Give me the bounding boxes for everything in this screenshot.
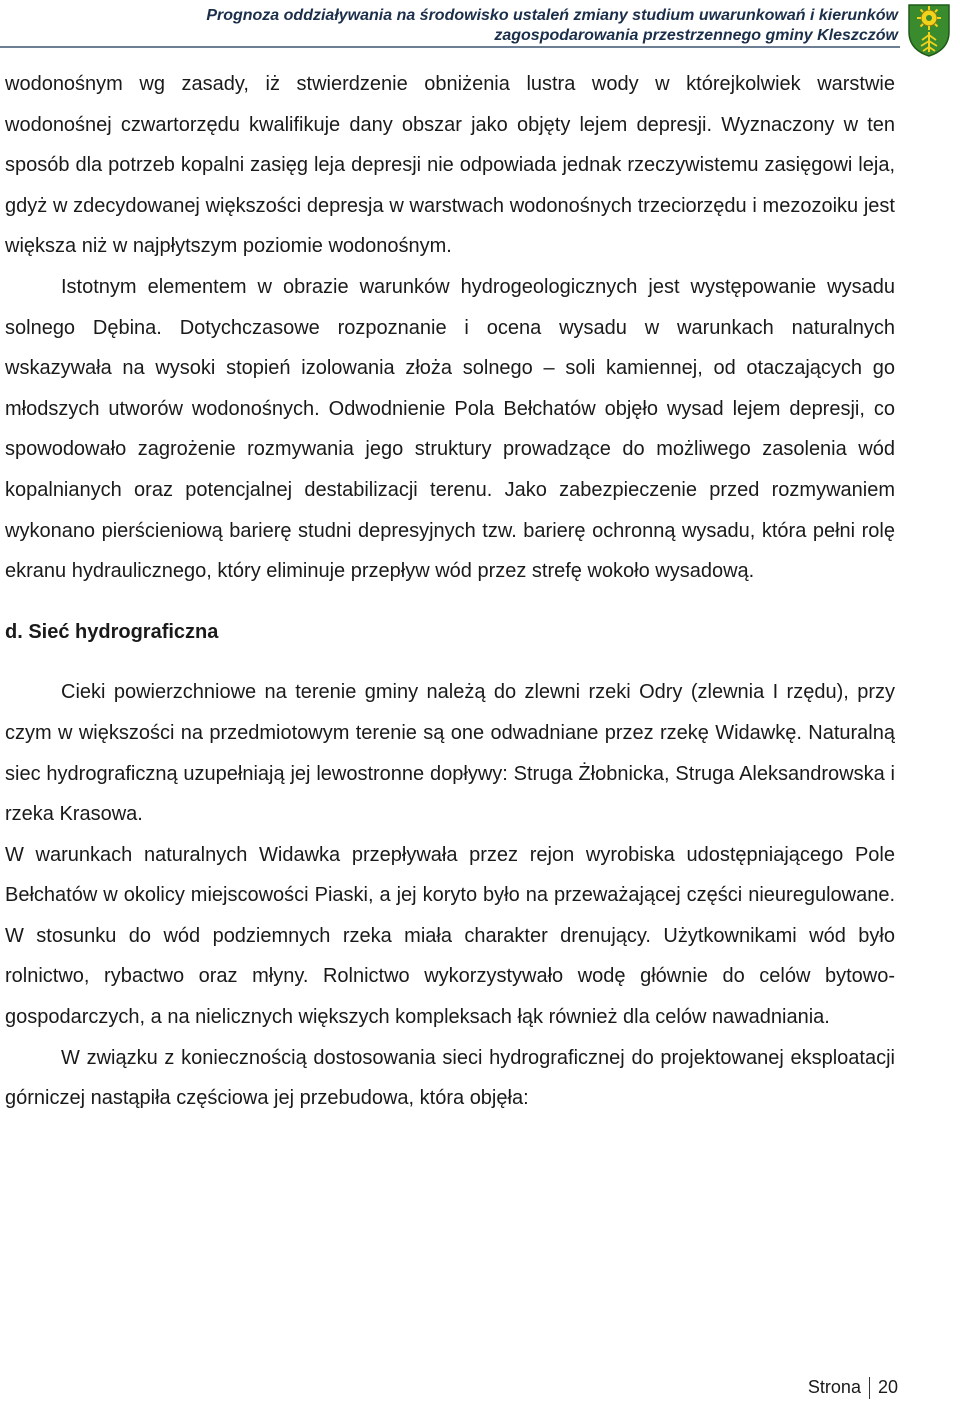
paragraph-surface-streams: Cieki powierzchniowe na terenie gminy należą do zlewni rzeki Odry (zlewnia I rzędu), przy czym w większości na przedmiotowym terenie są one odwadniane przez rzekę Widawkę. Naturalną siec hydrograficzną uzupełniają jej lewostronne dopływy: Struga Żłobnicka, Struga Aleksandrowska i rzeka Krasowa.: [5, 681, 895, 826]
header-title-line-2: zagospodarowania przestrzennego gminy Kleszczów: [494, 27, 898, 44]
page-footer: [808, 1375, 898, 1399]
header-title-line-1: Prognoza oddziaływania na środowisko ustaleń zmiany studium uwarunkowań i kierunków: [206, 7, 898, 24]
paragraph-widawka-river: W warunkach naturalnych Widawka przepływała przez rejon wyrobiska udostępniającego Pole Bełchatów w okolicy miejscowości Piaski, a jej koryto było na przeważającej części nieuregulowane. W stosunku do wód podziemnych rzeka miała charakter drenujący. Użytkownikami wód było rolnictwo, rybactwo oraz młyny. Rolnictwo wykorzystywało wodę głównie do celów bytowo-gospodarczych, a na nielicznych większych kompleksach łąk również dla celów nawadniania.: [5, 843, 895, 1029]
paragraph-groundwater-depression: wodonośnym wg zasady, iż stwierdzenie obniżenia lustra wody w którejkolwiek warstwie wodonośnej czwartorzędu kwalifikuje dany obszar jako objęty lejem depresji. Wyznaczony w ten sposób dla potrzeb kopalni zasięg leja depresji nie odpowiada jednak rzeczywistemu zasięgowi leja, gdyż w zdecydowanej większości depresja w warstwach wodonośnych trzeciorzędu i mezozoiku jest większa niż w najpłytszym poziomie wodonośnym.: [5, 73, 895, 258]
page-label: Strona: [807, 1377, 861, 1397]
document-body: [5, 64, 895, 1119]
paragraph-network-reconstruction: W związku z koniecznością dostosowania sieci hydrograficznej do projektowanej eksploatacji górniczej nastąpiła częściowa jej przebudowa, która objęła:: [5, 1046, 895, 1110]
header-divider: [0, 46, 900, 48]
coat-of-arms-icon: [906, 2, 952, 58]
page-number: 20: [877, 1377, 898, 1397]
paragraph-salt-dome: Istotnym elementem w obrazie warunków hydrogeologicznych jest występowanie wysadu solnego Dębina. Dotychczasowe rozpoznanie i ocena wysadu w warunkach naturalnych wskazywała na wysoki stopień izolowania złoża solnego – soli kamiennej, od otaczających go młodszych utworów wodonośnych. Odwodnienie Pola Bełchatów objęło wysad lejem depresji, co spowodowało zagrożenie rozmywania jego struktury prowadzące do możliwego zasolenia wód kopalnianych oraz potencjalnej destabilizacji terenu. Jako zabezpieczenie przed rozmywaniem wykonano pierścieniową barierę studni depresyjnych tzw. barierę ochronną wysadu, która pełni rolę ekranu hydraulicznego, który eliminuje przepływ wód przez strefę wokoło wysadową.: [5, 275, 895, 583]
footer-separator: [869, 1377, 870, 1399]
page-header: [0, 0, 960, 52]
section-heading-hydrographic-network: d. Sieć hydrograficzna: [5, 620, 219, 643]
header-title: [78, 6, 898, 46]
